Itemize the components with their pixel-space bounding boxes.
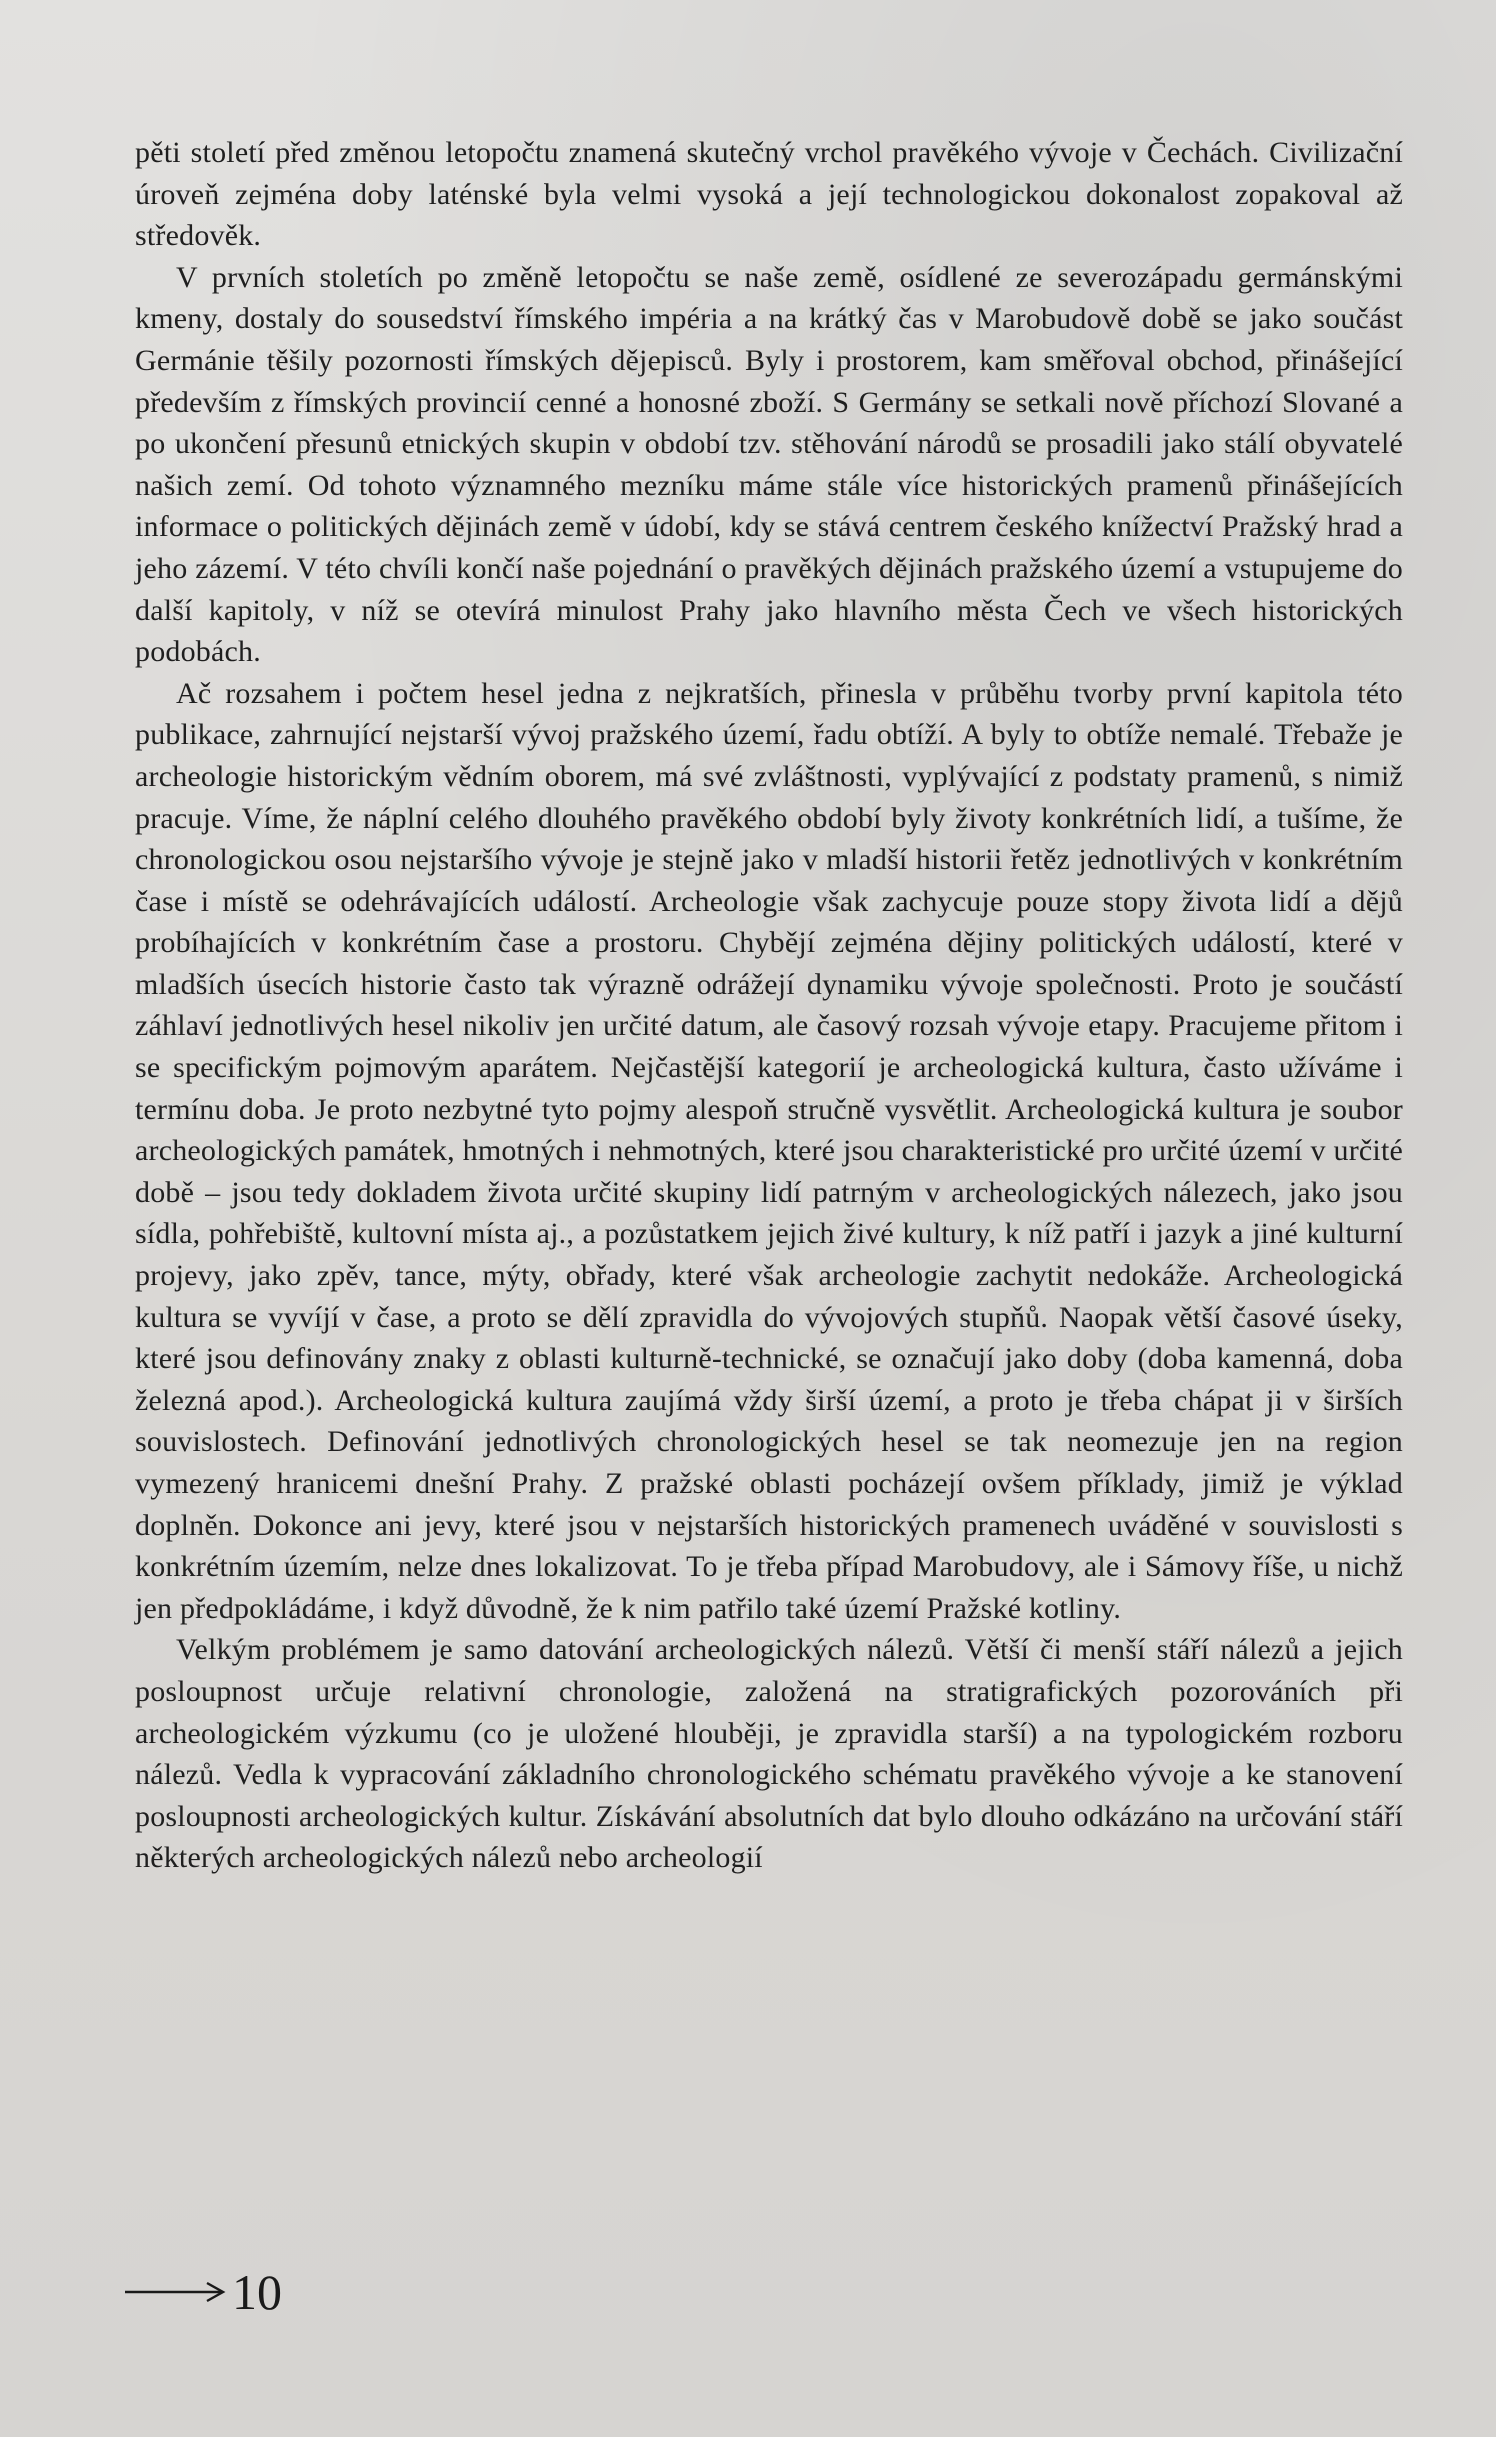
page-number: 10 <box>232 2264 282 2320</box>
right-arrow-icon <box>123 2277 228 2307</box>
paragraph-dating: Velkým problémem je samo datování archeologických nálezů. Větší či menší stáří nálezů a jejich posloupnost určuje relativní chronologie, založená na stratigrafických pozorováních při archeologickém výzkumu (co je uložené hlouběji, je zpravidla starší) a na typologickém rozboru nálezů. Vedla k vypracování základního chronologického schématu pravěkého vývoje a ke stanovení posloupnosti archeologických kultur. Získávání absolutních dat bylo dlouho odkázáno na určování stáří některých archeologických nálezů nebo archeologií <box>135 1633 1403 1875</box>
paragraph-roman-period: V prvních stoletích po změně letopočtu se naše země, osídlené ze severozápadu germánskými kmeny, dostaly do sousedství římského impéria a na krátký čas v Marobudově době se jako součást Germánie těšily pozornosti římských dějepisců. Byly i prostorem, kam směřoval obchod, přinášející především z římských provincií cenné a honosné zboží. S Germány se setkali nově příchozí Slované a po ukončení přesunů etnických skupin v období tzv. stěhování národů se prosadili jako stálí obyvatelé našich zemí. Od tohoto významného mezníku máme stále více historických pramenů přinášejících informace o politických dějinách země v údobí, kdy se stává centrem českého knížectví Pražský hrad a jeho zázemí. V této chvíli končí naše pojednání o pravěkých dějinách pražského území a vstupujeme do další kapitoly, v níž se otevírá minulost Prahy jako hlavního města Čech ve všech historických podobách. <box>135 260 1403 669</box>
paragraph-continuation: pěti století před změnou letopočtu znamená skutečný vrchol pravěkého vývoje v Čechách. Civilizační úroveň zejména doby laténské byla velmi vysoká a její technologickou dokonalost zopakoval až středověk. <box>135 136 1403 253</box>
page-footer <box>123 2262 282 2322</box>
body-text <box>135 132 1403 1879</box>
paragraph-archaeology-concepts: Ač rozsahem i počtem hesel jedna z nejkratších, přinesla v průběhu tvorby první kapitola této publikace, zahrnující nejstarší vývoj pražského území, řadu obtíží. A byly to obtíže nemalé. Třebaže je archeologie historickým vědním oborem, má své zvláštnosti, vyplývající z podstaty pramenů, s nimiž pracuje. Víme, že náplní celého dlouhého pravěkého období byly životy konkrétních lidí, a tušíme, že chronologickou osou nejstaršího vývoje je stejně jako v mladší historii řetěz jednotlivých v konkrétním čase i místě se odehrávajících událostí. Archeologie však zachycuje pouze stopy života lidí a dějů probíhajících v konkrétním čase a prostoru. Chybějí zejména dějiny politických událostí, které v mladších úsecích historie často tak výrazně odrážejí dynamiku vývoje společnosti. Proto je součástí záhlaví jednotlivých hesel nikoliv jen určité datum, ale časový rozsah vývoje etapy. Pracujeme přitom i se specifickým pojmovým aparátem. Nejčastější kategorií je archeologická kultura, často užíváme i termínu doba. Je proto nezbytné tyto pojmy alespoň stručně vysvětlit. Archeologická kultura je soubor archeologických památek, hmotných i nehmotných, které jsou charakteristické pro určité území v určité době – jsou tedy dokladem života určité skupiny lidí patrným v archeologických nálezech, jako jsou sídla, pohřebiště, kultovní místa aj., a pozůstatkem jejich živé kultury, k níž patří i jazyk a jiné kulturní projevy, jako zpěv, tance, mýty, obřady, které však archeologie zachytit nedokáže. Archeologická kultura se vyvíjí v čase, a proto se dělí zpravidla do vývojových stupňů. Naopak větší časové úseky, které jsou definovány znaky z oblasti kulturně-technické, se označují jako doby (doba kamenná, doba železná apod.). Archeologická kultura zaujímá vždy širší území, a proto je třeba chápat ji v širších souvislostech. Definování jednotlivých chronologických hesel se tak neomezuje jen na region vymezený hranicemi dnešní Prahy. Z pražské oblasti pocházejí ovšem příklady, jimiž je výklad doplněn. Dokonce ani jevy, které jsou v nejstarších historických pramenech uváděné v souvislosti s konkrétním územím, nelze dnes lokalizovat. To je třeba případ Marobudovy, ale i Sámovy říše, u nichž jen předpokládáme, i když důvodně, že k nim patřilo také území Pražské kotliny. <box>135 676 1403 1625</box>
